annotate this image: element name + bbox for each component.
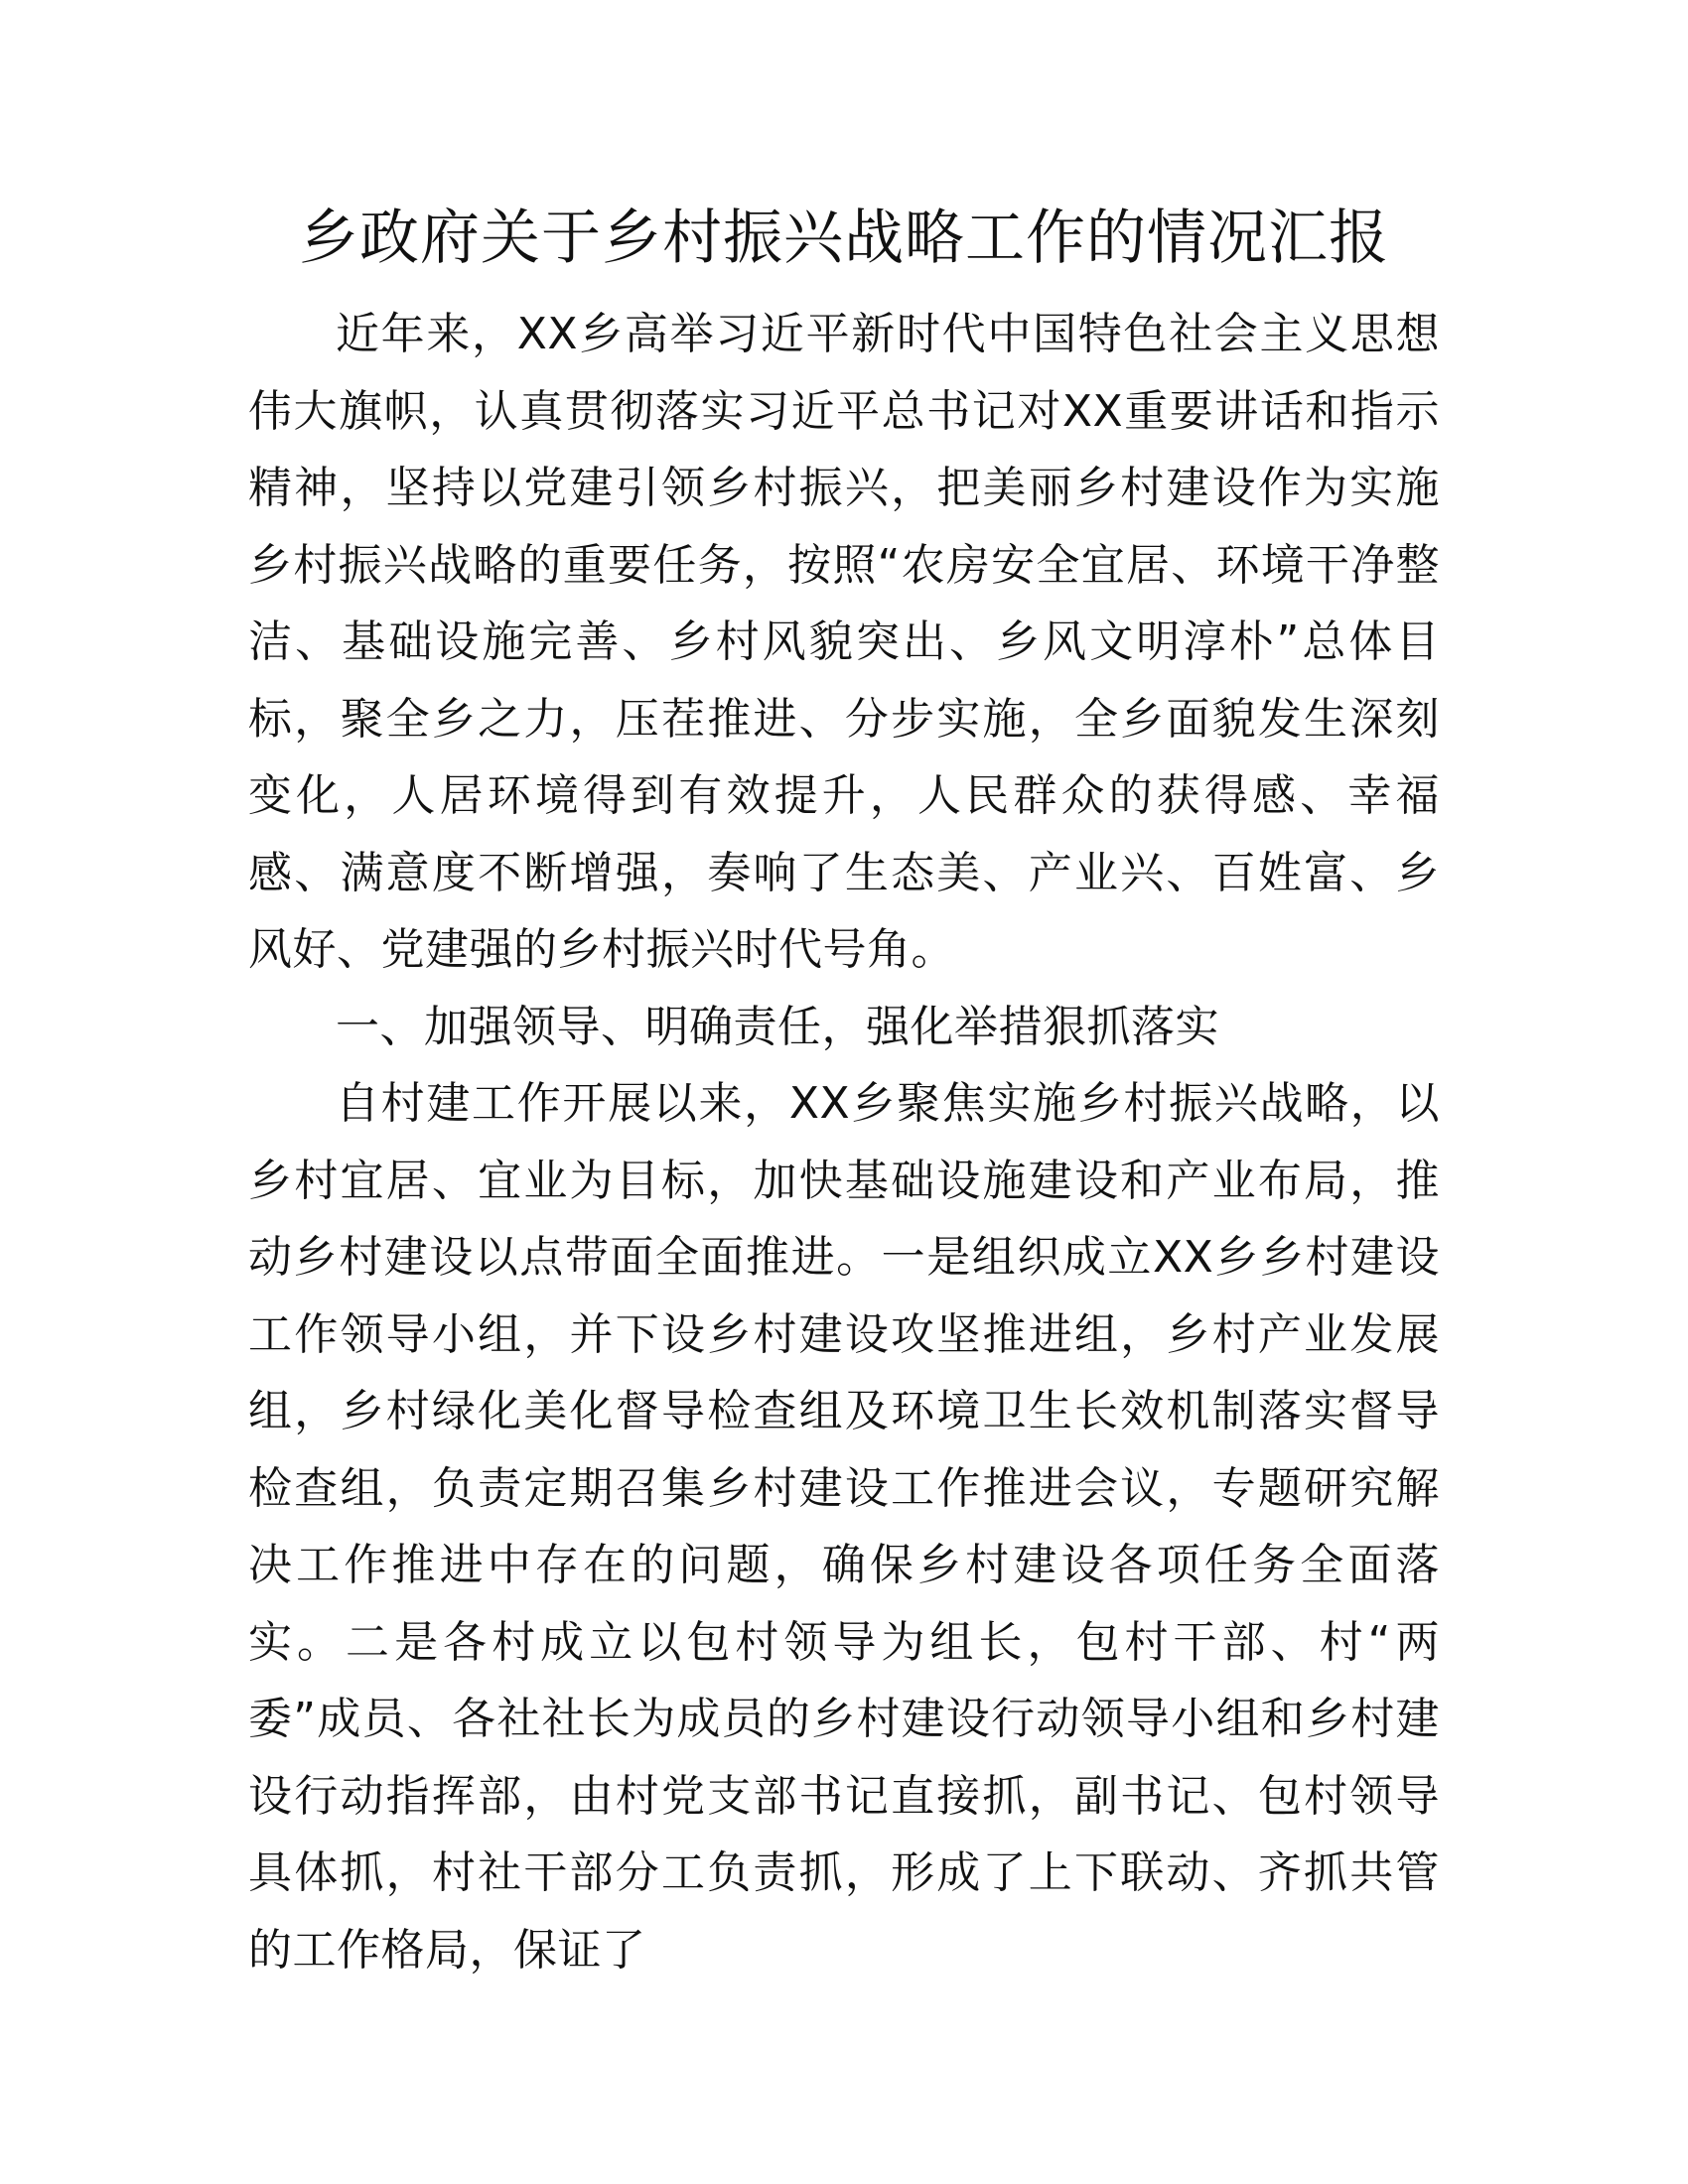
intro-paragraph: 近年来，XX乡高举习近平新时代中国特色社会主义思想伟大旗帜，认真贯彻落实习近平总书记对XX重要讲话和指示精神，坚持以党建引领乡村振兴，把美丽乡村建设作为实施乡村振兴战略的重要任务，按照“农房安全宜居、环境干净整洁、基础设施完善、乡村风貌突出、乡风文明淳朴”总体目标，聚全乡之力，压茬推进、分步实施，全乡面貌发生深刻变化，人居环境得到有效提升，人民群众的获得感、幸福感、满意度不断增强，奏响了生态美、产业兴、百姓富、乡风好、党建强的乡村振兴时代号角。 [248,309,1440,975]
document-title: 乡政府关于乡村振兴战略工作的情况汇报 [299,204,1389,273]
section-paragraph: 自村建工作开展以来，XX乡聚焦实施乡村振兴战略，以乡村宜居、宜业为目标，加快基础设施建设和产业布局，推动乡村建设以点带面全面推进。一是组织成立XX乡乡村建设工作领导小组，并下设乡村建设攻坚推进组，乡村产业发展组，乡村绿化美化督导检查组及环境卫生长效机制落实督导检查组，负责定期召集乡村建设工作推进会议，专题研究解决工作推进中存在的问题，确保乡村建设各项任务全面落实。二是各村成立以包村领导为组长，包村干部、村“两委”成员、各社社长为成员的乡村建设行动领导小组和乡村建设行动指挥部，由村党支部书记直接抓，副书记、包村领导具体抓，村社干部分工负责抓，形成了上下联动、齐抓共管的工作格局，保证了 [248,1078,1440,1976]
section-heading: 一、加强领导、明确责任，强化举措狠抓落实 [336,1001,1219,1052]
document-body [248,296,1440,1988]
